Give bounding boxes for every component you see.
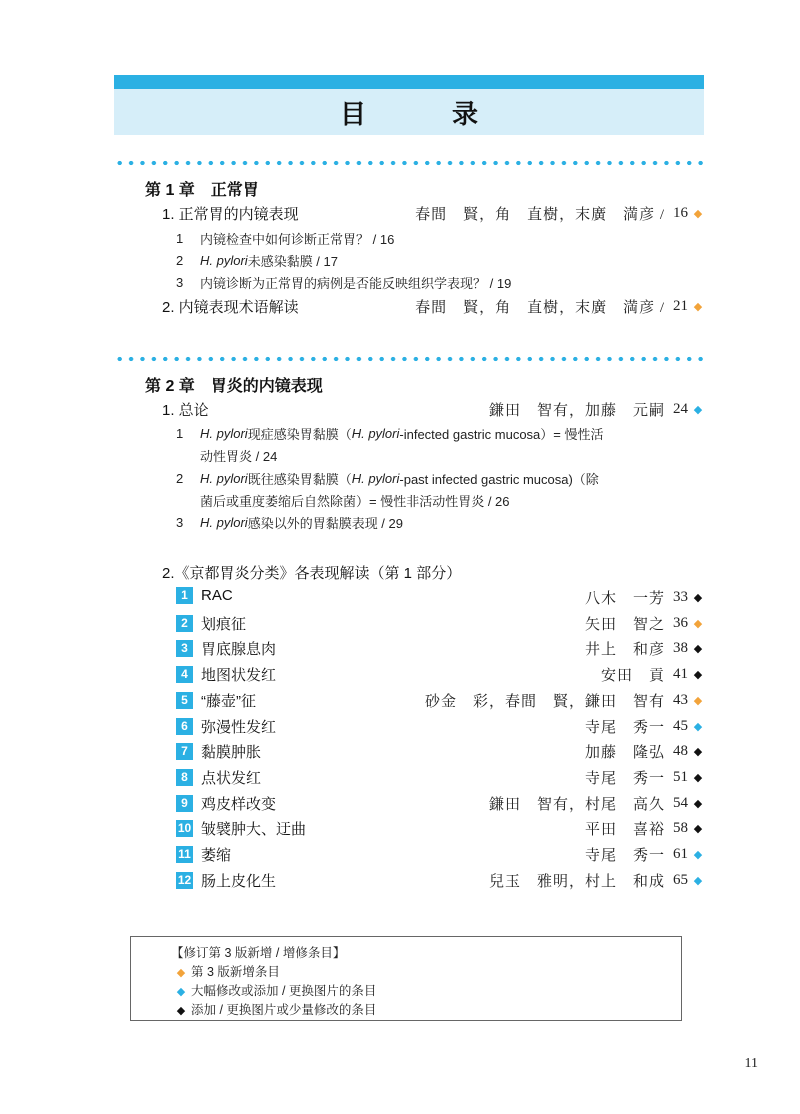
ch1-section-1-meta	[415, 203, 705, 224]
ch2-sub-2-line2: 菌后或重度萎缩后自然除菌）= 慢性非活动性胃炎 / 26	[200, 494, 510, 509]
item-number-badge: 1	[176, 587, 193, 604]
legend-title: 【修订第 3 版新增 / 增修条目】	[171, 946, 346, 960]
page-number: 11	[744, 1056, 758, 1071]
page-ref: 43	[673, 691, 688, 708]
toc-item-meta	[585, 741, 705, 762]
page-ref: 45	[673, 717, 688, 734]
authors: 春間 賢，角 直樹，末廣 満彦 /	[415, 207, 665, 223]
item-label: 鸡皮样改变	[201, 795, 277, 813]
orange-diamond-icon: ◆	[693, 617, 703, 630]
toc-item-meta	[585, 818, 705, 839]
page-ref: 58	[673, 820, 688, 837]
authors: 寺尾 秀一	[584, 848, 665, 864]
toc-item-meta	[585, 638, 705, 659]
ch2-sub-1-line1: 1 H. pylori 现症感染胃黏膜（ H. pylori -infected gastric mucosa）= 慢性活	[176, 426, 604, 442]
item-label: 点状发红	[201, 769, 262, 787]
authors: 砂金 彩，春間 賢，鎌田 智有	[424, 693, 665, 710]
black-diamond-icon: ◆	[176, 1005, 186, 1017]
toc-item	[176, 638, 276, 659]
black-diamond-icon: ◆	[693, 746, 703, 759]
item-number-badge: 11	[176, 846, 193, 863]
ch1-section-1-label: 1. 正常胃的内镜表现	[162, 206, 299, 223]
toc-item-meta	[601, 664, 705, 685]
item-label: 划痕征	[201, 615, 247, 633]
toc-item-meta	[489, 793, 705, 814]
ch2-sub-3: 3 H. pylori 感染以外的胃黏膜表现 / 29	[176, 515, 403, 531]
toc-item-meta	[489, 870, 705, 891]
ch1-sub-1: 1 内镜检查中如何诊断正常胃？ / 16	[176, 231, 395, 247]
toc-item	[176, 818, 306, 839]
item-label: RAC	[201, 587, 233, 604]
page-ref: 48	[673, 743, 688, 760]
orange-diamond-icon: ◆	[176, 967, 186, 979]
toc-item	[176, 716, 276, 737]
blue-diamond-icon: ◆	[693, 874, 703, 887]
authors: 安田 貢	[600, 668, 665, 685]
toc-item	[176, 690, 256, 711]
ch1-sub-3: 3 内镜诊断为正常胃的病例是否能反映组织学表现？ / 19	[176, 275, 512, 291]
blue-diamond-icon: ◆	[693, 849, 703, 861]
page-ref: 54	[673, 794, 688, 811]
toc-item	[176, 587, 233, 604]
blue-diamond-icon: ◆	[693, 720, 703, 733]
ch1-section-2-label: 2. 内镜表现术语解读	[162, 299, 299, 316]
ch2-sub-2-line1: 2 H. pylori 既往感染胃黏膜（ H. pylori -past infected gastric mucosa)（除	[176, 471, 599, 487]
page-ref: 33	[673, 589, 688, 605]
revision-legend	[130, 936, 682, 1021]
blue-diamond-icon: ◆	[693, 404, 703, 416]
item-number-badge: 4	[176, 666, 193, 683]
page-ref: 24	[673, 401, 688, 417]
page-ref: 16	[673, 205, 688, 221]
ch2-section-2-label: 2.《京都胃炎分类》各表现解读（第 1 部分）	[162, 565, 462, 582]
toc-item-meta	[585, 587, 705, 608]
black-diamond-icon: ◆	[693, 643, 703, 656]
item-label: 皱襞肿大、迂曲	[201, 821, 307, 839]
page-ref: 65	[673, 871, 688, 888]
title-accent-bar	[114, 75, 704, 89]
authors: 井上 和彦	[584, 642, 665, 659]
authors: 寺尾 秀一	[584, 719, 665, 736]
chapter-2-title: 第 2 章 胃炎的内镜表现	[145, 378, 323, 395]
toc-item-meta	[585, 844, 705, 865]
blue-diamond-icon: ◆	[176, 986, 186, 998]
legend-entry: ◆ 添加 / 更换图片或少量修改的条目	[176, 1003, 377, 1017]
item-label: 肠上皮化生	[201, 872, 277, 890]
dotted-divider	[114, 356, 704, 362]
item-number-badge: 3	[176, 640, 193, 657]
toc-item	[176, 844, 231, 865]
page-ref: 21	[673, 298, 688, 314]
chapter-1-title: 第 1 章 正常胃	[145, 182, 259, 199]
page-ref: 51	[673, 768, 688, 785]
toc-item	[176, 870, 276, 891]
black-diamond-icon: ◆	[693, 669, 703, 682]
orange-diamond-icon: ◆	[693, 208, 703, 220]
toc-item-meta	[585, 613, 705, 634]
page-title: 目 录	[339, 98, 508, 129]
toc-item	[176, 664, 276, 685]
ch1-section-2-meta	[415, 296, 705, 317]
title-box	[114, 89, 704, 135]
ch1-sub-2: 2 H. pylori 未感染黏膜 / 17	[176, 253, 338, 269]
authors: 平田 喜裕	[584, 822, 665, 839]
item-label: 黏膜肿胀	[201, 744, 262, 762]
orange-diamond-icon: ◆	[693, 301, 703, 313]
dotted-divider	[114, 160, 704, 166]
toc-item-meta	[425, 690, 705, 711]
black-diamond-icon: ◆	[693, 797, 703, 810]
item-number-badge: 10	[177, 821, 192, 836]
toc-item	[176, 741, 261, 762]
item-number-badge: 2	[176, 615, 193, 632]
ch2-sub-1-line2: 动性胃炎 / 24	[200, 449, 278, 464]
black-diamond-icon: ◆	[693, 771, 703, 784]
item-number-badge: 8	[176, 769, 193, 786]
toc-item	[176, 767, 261, 788]
authors: 鎌田 智有，加藤 元嗣	[488, 403, 665, 419]
toc-item-meta	[585, 767, 705, 788]
authors: 矢田 智之	[584, 616, 665, 633]
item-number-badge: 12	[177, 872, 192, 887]
authors: 兒玉 雅明，村上 和成	[488, 873, 665, 890]
item-label: “藤壶”征	[201, 692, 256, 710]
item-number-badge: 6	[176, 718, 193, 735]
authors: 鎌田 智有，村尾 高久	[488, 796, 665, 813]
black-diamond-icon: ◆	[693, 823, 703, 836]
page-ref: 38	[673, 640, 688, 657]
item-number-badge: 7	[176, 743, 193, 760]
item-label: 胃底腺息肉	[201, 641, 277, 659]
page-ref: 61	[673, 846, 688, 862]
item-number-badge: 9	[176, 795, 193, 812]
item-label: 地图状发红	[201, 667, 277, 685]
authors: 八木 一芳	[584, 591, 665, 607]
toc-item	[176, 793, 276, 814]
authors: 寺尾 秀一	[584, 770, 665, 787]
authors: 春間 賢，角 直樹，末廣 満彦 /	[415, 300, 665, 316]
ch2-section-1-label: 1. 总论	[162, 402, 209, 419]
item-label: 萎缩	[201, 847, 232, 864]
ch2-section-1-meta	[489, 399, 705, 420]
item-label: 弥漫性发红	[201, 718, 277, 736]
toc-item	[176, 613, 246, 634]
orange-diamond-icon: ◆	[693, 694, 703, 707]
legend-entry: ◆ 大幅修改或添加 / 更换图片的条目	[176, 984, 377, 998]
toc-item-meta	[585, 716, 705, 737]
page-ref: 36	[673, 614, 688, 631]
item-number-badge: 5	[176, 692, 193, 709]
legend-entry: ◆ 第 3 版新增条目	[176, 965, 280, 979]
black-diamond-icon: ◆	[693, 592, 703, 604]
page-ref: 41	[673, 666, 688, 683]
authors: 加藤 隆弘	[584, 745, 665, 762]
